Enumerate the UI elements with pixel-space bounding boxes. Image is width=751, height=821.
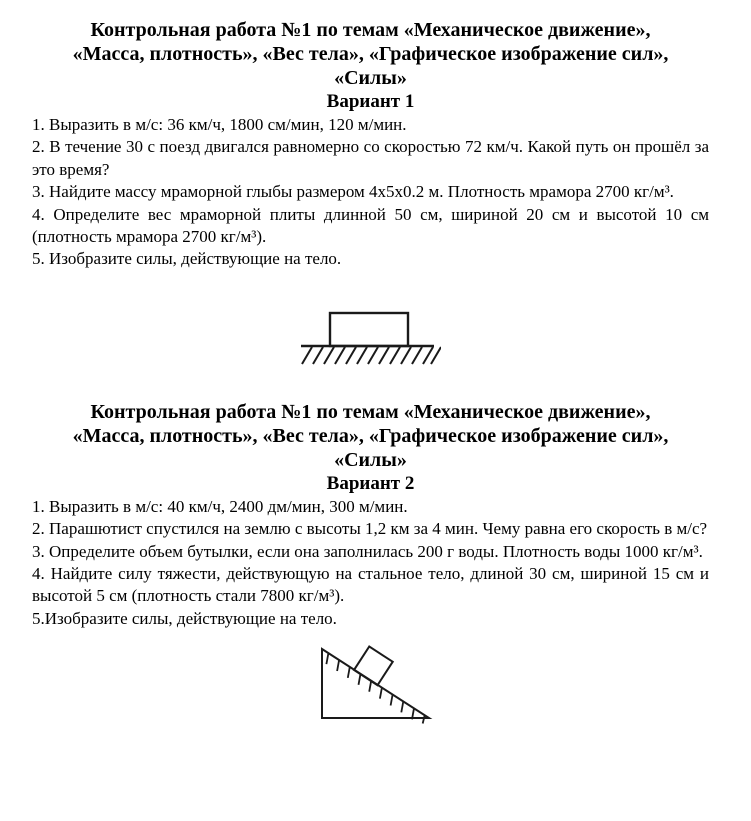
test-title-line: Контрольная работа №1 по темам «Механическое движение»,: [90, 400, 651, 423]
inclined-plane-figure: [303, 634, 439, 724]
variant1-section: [0, 18, 751, 367]
test-title-line: «Силы»: [334, 67, 407, 89]
block-shape: [330, 313, 408, 346]
test-title-line: «Масса, плотность», «Вес тела», «Графическое изображение сил»,: [72, 43, 669, 65]
block-on-surface-figure: [301, 311, 441, 367]
test-title-line: «Масса, плотность», «Вес тела», «Графическое изображение сил»,: [72, 424, 669, 447]
test-title-line: Контрольная работа №1 по темам «Механическое движение»,: [90, 19, 651, 41]
task-item: 4. Определите вес мраморной плиты длинной 50 см, шириной 20 см и высотой 10 см (плотность мрамора 2700 кг/м³).: [32, 204, 709, 247]
ground-hatching: [302, 347, 441, 364]
figure-variant1: [32, 311, 709, 367]
task-item: 1. Выразить в м/с: 36 км/ч, 1800 см/мин, 120 м/мин.: [32, 115, 407, 134]
variant2-label: Вариант 2: [326, 472, 415, 494]
task-item: 5.Изобразите силы, действующие на тело.: [32, 608, 337, 628]
task-item: 2. Парашютист спустился на землю с высоты 1,2 км за 4 мин. Чему равна его скорость в м/с?: [32, 519, 708, 539]
variant1-task-list: [32, 114, 709, 271]
variant2-task-list: [32, 496, 709, 630]
incline-hatching: [326, 653, 424, 723]
task-item: 5. Изобразите силы, действующие на тело.: [32, 249, 342, 269]
task-item: 2. В течение 30 с поезд двигался равномерно со скоростью 72 км/ч. Какой путь он прошёл за это время?: [32, 137, 709, 179]
test-title: [32, 18, 709, 90]
task-item: 3. Определите объем бутылки, если она заполнилась 200 г воды. Плотность воды 1000 кг/м³.: [32, 541, 703, 561]
task-item: 4. Найдите силу тяжести, действующую на стальное тело, длиной 30 см, шириной 15 см и высотой 5 см (плотность стали 7800 кг/м³).: [32, 564, 709, 606]
test-title-line: «Силы»: [334, 448, 407, 471]
task-item: 3. Найдите массу мраморной глыбы размером 4х5х0.2 м. Плотность мрамора 2700 кг/м³.: [32, 182, 674, 202]
variant1-label: Вариант 1: [326, 91, 415, 112]
task-item: 1. Выразить в м/с: 40 км/ч, 2400 дм/мин, 300 м/мин.: [32, 496, 408, 516]
variant2-section: [0, 400, 751, 724]
figure-variant2: [32, 634, 709, 724]
test-title: [32, 400, 709, 472]
